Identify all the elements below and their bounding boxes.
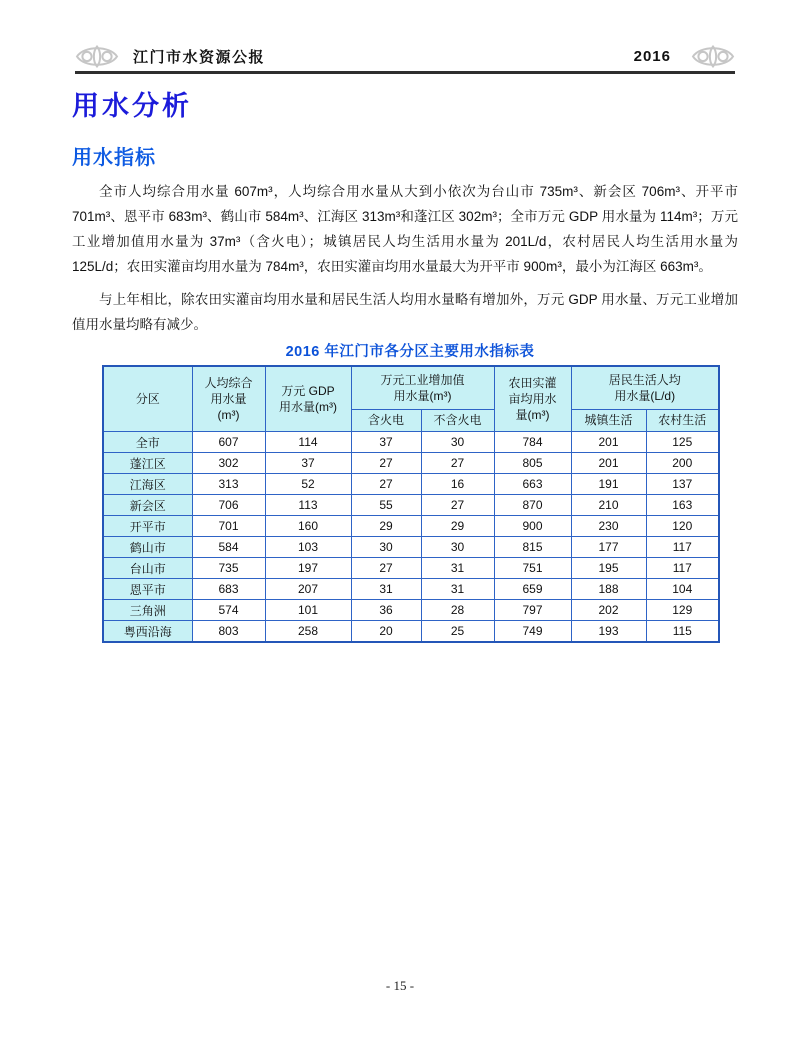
cell: 129 — [646, 600, 719, 621]
paragraph-water-use-indicators: 全市人均综合用水量 607m³，人均综合用水量从大到小依次为台山市 735m³、新会区 706m³、开平市 701m³、恩平市 683m³、鹤山市 584m³、江海区 313m³和蓬江区 302m³；全市万元 GDP 用水量为 114m³；万元工业增加值用水量为 37m³（含火电）；城镇居民人均生活用水量为 201L/d，农村居民人均生活用水量为 125L/d；农田实灌亩均用水量为 784m³，农田实灌亩均用水量最大为开平市 900m³，最小为江海区 663m³。 — [72, 184, 738, 274]
col-header-with-thermal: 含火电 — [351, 410, 421, 432]
cell: 302 — [192, 453, 265, 474]
cell: 27 — [421, 453, 494, 474]
cell: 230 — [571, 516, 646, 537]
cell: 30 — [351, 537, 421, 558]
cell: 20 — [351, 621, 421, 643]
cell: 751 — [494, 558, 571, 579]
page-number: - 15 - — [385, 978, 415, 993]
cell: 113 — [265, 495, 351, 516]
cell: 197 — [265, 558, 351, 579]
cell: 55 — [351, 495, 421, 516]
cell: 193 — [571, 621, 646, 643]
cell: 805 — [494, 453, 571, 474]
col-header-urban: 城镇生活 — [571, 410, 646, 432]
row-region: 新会区 — [103, 495, 192, 516]
cell: 27 — [351, 453, 421, 474]
row-region: 粤西沿海 — [103, 621, 192, 643]
cell: 28 — [421, 600, 494, 621]
table-row — [103, 432, 719, 453]
cell: 210 — [571, 495, 646, 516]
cell: 784 — [494, 432, 571, 453]
cell: 706 — [192, 495, 265, 516]
col-header-region: 分区 — [103, 366, 192, 432]
cell: 191 — [571, 474, 646, 495]
cell: 177 — [571, 537, 646, 558]
cell: 803 — [192, 621, 265, 643]
cell: 313 — [192, 474, 265, 495]
chapter-heading: 用水分析 — [72, 91, 192, 121]
paragraph-year-comparison: 与上年相比，除农田实灌亩均用水量和居民生活人均用水量略有增加外，万元 GDP 用水量、万元工业增加值用水量均略有减少。 — [72, 292, 738, 332]
cell: 103 — [265, 537, 351, 558]
cell: 27 — [421, 495, 494, 516]
cell: 900 — [494, 516, 571, 537]
cell: 37 — [265, 453, 351, 474]
cell: 659 — [494, 579, 571, 600]
cell: 584 — [192, 537, 265, 558]
document-title: 江门市水资源公报 — [133, 49, 266, 66]
cell: 735 — [192, 558, 265, 579]
row-region: 鹤山市 — [103, 537, 192, 558]
header-divider — [75, 71, 735, 74]
row-region: 开平市 — [103, 516, 192, 537]
row-region: 蓬江区 — [103, 453, 192, 474]
cell: 200 — [646, 453, 719, 474]
table-row — [103, 600, 719, 621]
table-row — [103, 516, 719, 537]
col-header-per-capita: 人均综合 用水量 (m³) — [192, 366, 265, 432]
cell: 120 — [646, 516, 719, 537]
cell: 31 — [351, 579, 421, 600]
table-row — [103, 558, 719, 579]
col-header-gdp: 万元 GDP 用水量(m³) — [265, 366, 351, 432]
table-row — [103, 579, 719, 600]
cell: 27 — [351, 558, 421, 579]
cell: 701 — [192, 516, 265, 537]
cell: 195 — [571, 558, 646, 579]
cell: 114 — [265, 432, 351, 453]
cell: 16 — [421, 474, 494, 495]
water-emblem-icon — [691, 43, 735, 70]
cell: 749 — [494, 621, 571, 643]
cell: 125 — [646, 432, 719, 453]
cell: 207 — [265, 579, 351, 600]
table-row — [103, 474, 719, 495]
cell: 104 — [646, 579, 719, 600]
cell: 37 — [351, 432, 421, 453]
water-emblem-icon — [75, 43, 119, 70]
cell: 258 — [265, 621, 351, 643]
section-heading: 用水指标 — [72, 147, 156, 169]
table-row — [103, 453, 719, 474]
col-header-residential: 居民生活人均 用水量(L/d) — [571, 366, 719, 410]
cell: 31 — [421, 558, 494, 579]
table-row — [103, 621, 719, 643]
cell: 115 — [646, 621, 719, 643]
table-row — [103, 537, 719, 558]
cell: 574 — [192, 600, 265, 621]
cell: 797 — [494, 600, 571, 621]
cell: 160 — [265, 516, 351, 537]
cell: 201 — [571, 453, 646, 474]
cell: 137 — [646, 474, 719, 495]
cell: 683 — [192, 579, 265, 600]
col-header-without-thermal: 不含火电 — [421, 410, 494, 432]
cell: 188 — [571, 579, 646, 600]
cell: 30 — [421, 537, 494, 558]
cell: 25 — [421, 621, 494, 643]
cell: 101 — [265, 600, 351, 621]
document-year: 2016 — [633, 48, 671, 65]
table-title: 2016 年江门市各分区主要用水指标表 — [285, 344, 535, 360]
main-content — [72, 84, 738, 643]
col-header-industrial: 万元工业增加值 用水量(m³) — [351, 366, 494, 410]
cell: 163 — [646, 495, 719, 516]
cell: 27 — [351, 474, 421, 495]
table-row — [103, 495, 719, 516]
row-region: 三角洲 — [103, 600, 192, 621]
row-region: 江海区 — [103, 474, 192, 495]
cell: 815 — [494, 537, 571, 558]
row-region: 台山市 — [103, 558, 192, 579]
cell: 202 — [571, 600, 646, 621]
row-region: 全市 — [103, 432, 192, 453]
cell: 201 — [571, 432, 646, 453]
cell: 30 — [421, 432, 494, 453]
row-region: 恩平市 — [103, 579, 192, 600]
cell: 663 — [494, 474, 571, 495]
cell: 52 — [265, 474, 351, 495]
cell: 36 — [351, 600, 421, 621]
col-header-irrigation: 农田实灌 亩均用水 量(m³) — [494, 366, 571, 432]
cell: 117 — [646, 537, 719, 558]
cell: 29 — [351, 516, 421, 537]
document-header — [75, 43, 735, 70]
cell: 31 — [421, 579, 494, 600]
cell: 607 — [192, 432, 265, 453]
cell: 29 — [421, 516, 494, 537]
col-header-rural: 农村生活 — [646, 410, 719, 432]
cell: 117 — [646, 558, 719, 579]
water-indicators-table — [102, 365, 720, 643]
cell: 870 — [494, 495, 571, 516]
